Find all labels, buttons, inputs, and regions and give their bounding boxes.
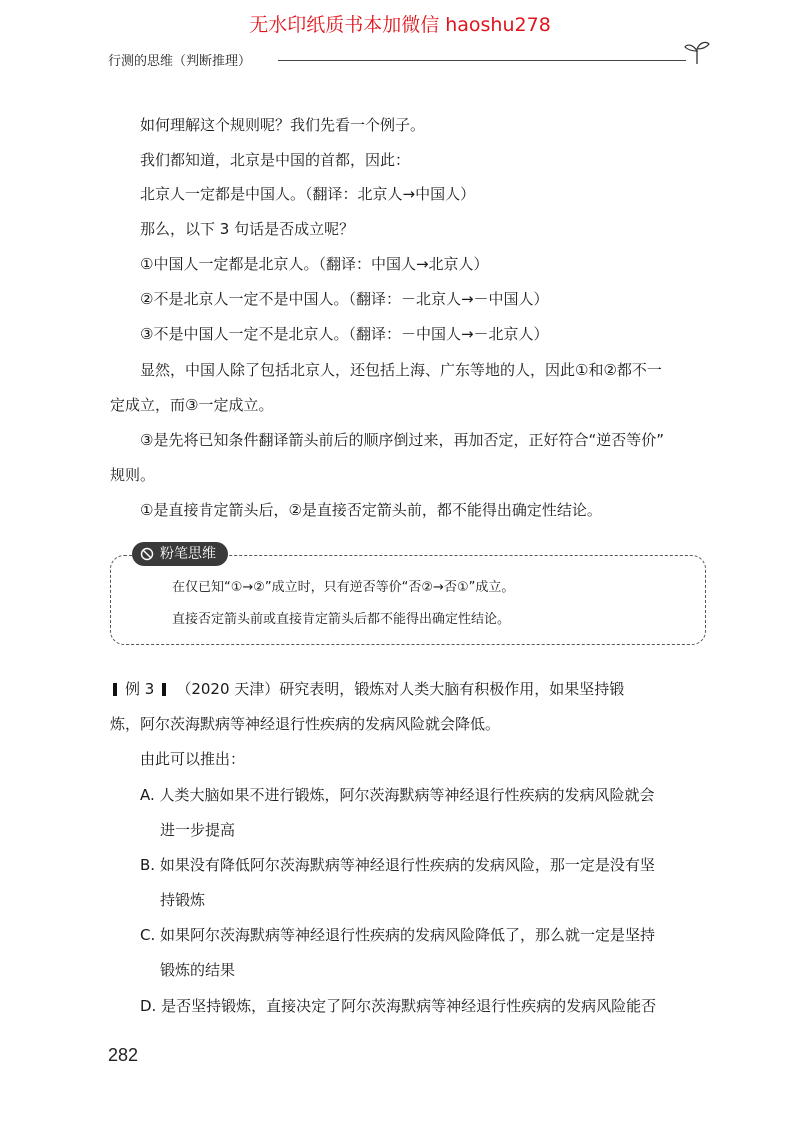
option-a: A. 人类大脑如果不进行锻炼，阿尔茨海默病等神经退行性疾病的发病风险就会 (140, 786, 655, 804)
option-d: D. 是否坚持锻炼，直接决定了阿尔茨海默病等神经退行性疾病的发病风险能否 (140, 997, 657, 1015)
running-header (108, 46, 708, 70)
example-bar-right (162, 683, 166, 696)
callout-line: 直接否定箭头前或直接肯定箭头后都不能得出确定性结论。 (172, 612, 511, 627)
page-number: 282 (108, 1045, 139, 1065)
paragraph: ①是直接肯定箭头后，②是直接否定箭头前，都不能得出确定性结论。 (140, 501, 602, 519)
paragraph: 定成立，而③一定成立。 (110, 396, 274, 414)
option-b: B. 如果没有降低阿尔茨海默病等神经退行性疾病的发病风险，那一定是没有坚 (140, 856, 655, 874)
ban-icon (140, 547, 154, 561)
example-bar-left (113, 683, 117, 696)
paragraph: ③是先将已知条件翻译箭头前后的顺序倒过来，再加否定，正好符合“逆否等价” (140, 431, 664, 449)
example-stem-cont: 炼，阿尔茨海默病等神经退行性疾病的发病风险就会降低。 (110, 715, 501, 733)
example-prompt: 由此可以推出： (140, 750, 246, 768)
callout-tag-label: 粉笔思维 (160, 546, 216, 562)
callout-line: 在仅已知“①→②”成立时，只有逆否等价“否②→否①”成立。 (172, 580, 515, 595)
paragraph: ②不是北京人一定不是中国人。（翻译：－北京人→－中国人） (140, 290, 549, 308)
watermark-text: 无水印纸质书本加微信 haoshu278 (249, 14, 551, 36)
running-header-title: 行测的思维（判断推理） (108, 54, 252, 69)
example-heading (113, 680, 624, 698)
example-stem: （2020 天津）研究表明，锻炼对人类大脑有积极作用，如果坚持锻 (176, 680, 625, 698)
callout-tag (132, 542, 228, 566)
paragraph: 北京人一定都是中国人。（翻译：北京人→中国人） (140, 185, 476, 203)
paragraph: 规则。 (110, 466, 156, 484)
example-label: 例 3 (125, 680, 155, 698)
paragraph: 我们都知道，北京是中国的首都，因此： (140, 151, 411, 169)
paragraph: ③不是中国人一定不是北京人。（翻译：－中国人→－北京人） (140, 325, 549, 343)
paragraph: 那么，以下 3 句话是否成立呢？ (140, 220, 355, 238)
callout-box (110, 555, 706, 645)
sprout-icon (682, 36, 712, 66)
paragraph: ①中国人一定都是北京人。（翻译：中国人→北京人） (140, 255, 489, 273)
option-c-cont: 锻炼的结果 (160, 961, 236, 979)
option-a-cont: 进一步提高 (160, 821, 236, 839)
option-b-cont: 持锻炼 (160, 891, 206, 909)
option-c: C. 如果阿尔茨海默病等神经退行性疾病的发病风险降低了，那么就一定是坚持 (140, 926, 656, 944)
paragraph: 如何理解这个规则呢？我们先看一个例子。 (140, 116, 426, 134)
header-rule (278, 60, 686, 61)
paragraph: 显然，中国人除了包括北京人，还包括上海、广东等地的人，因此①和②都不一 (140, 361, 662, 379)
